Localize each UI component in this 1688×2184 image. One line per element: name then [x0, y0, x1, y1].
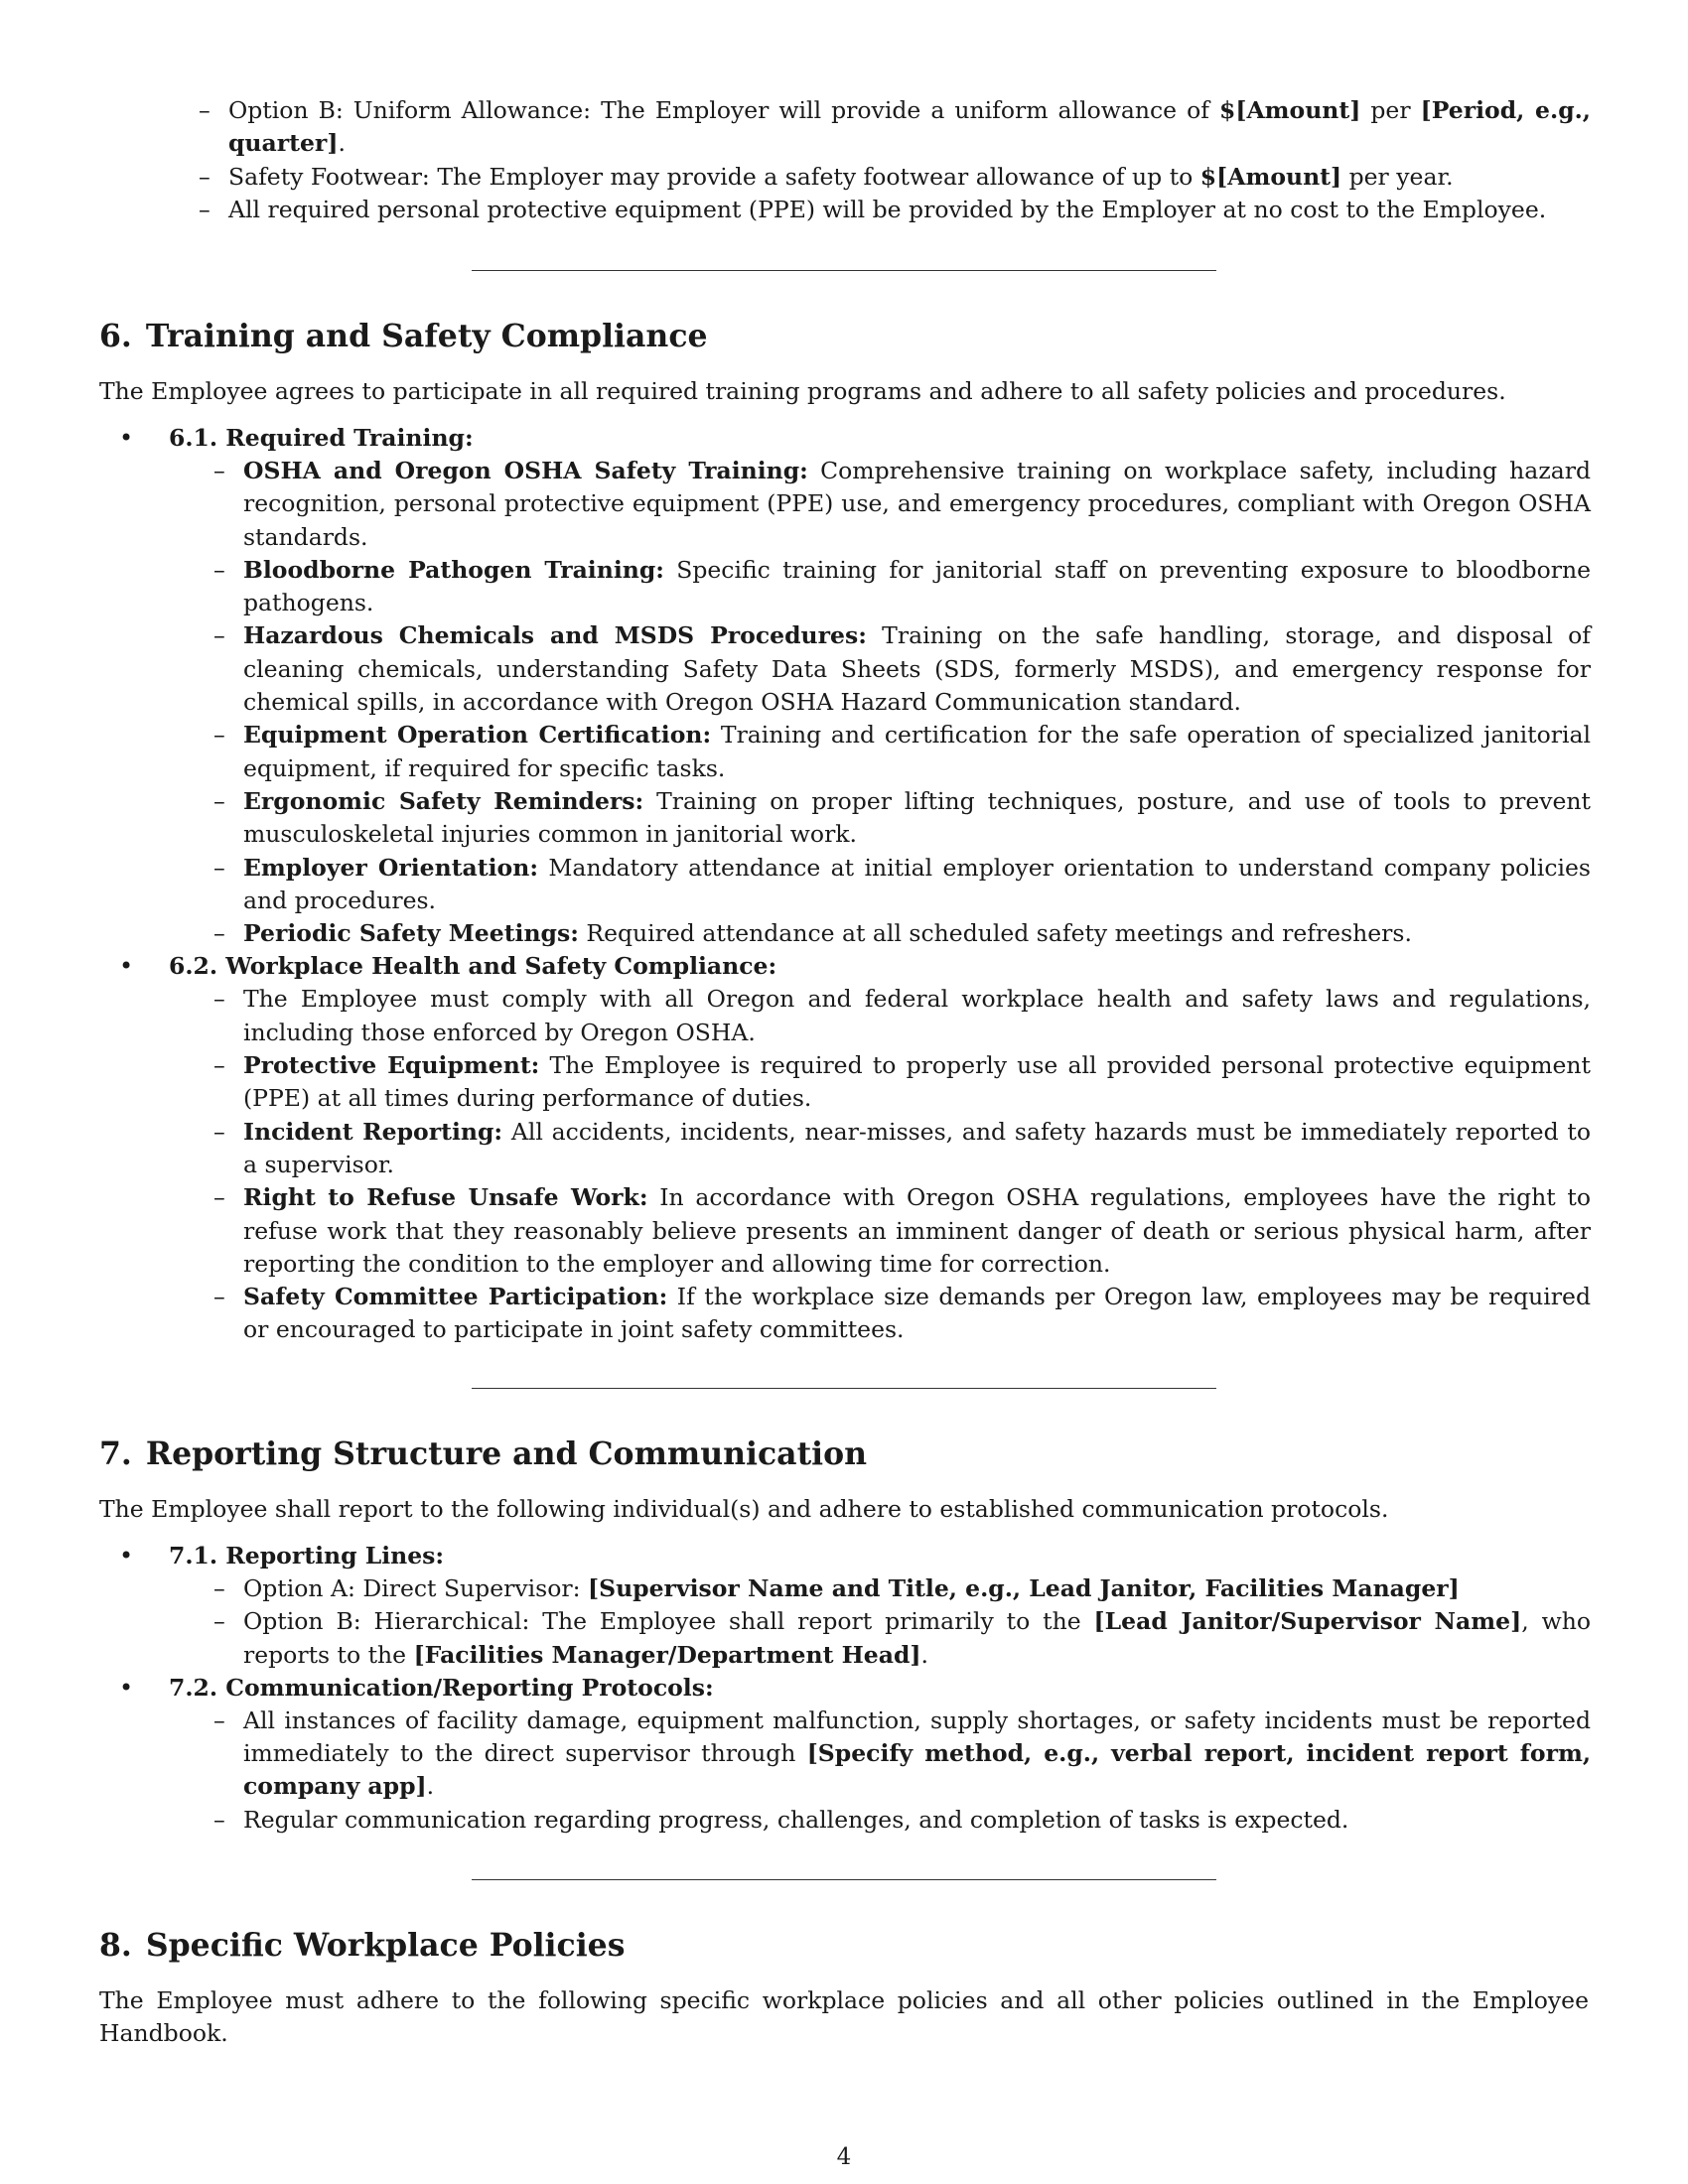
section-title-text: Reporting Structure and Communication — [145, 1435, 868, 1472]
item-label: Employer Orientation: — [243, 853, 538, 882]
item-label: Right to Refuse Unsafe Work: — [243, 1183, 648, 1212]
item-text: . — [426, 1772, 435, 1801]
list-item — [114, 554, 1688, 620]
list-item — [114, 1705, 1688, 1804]
section-6-intro: The Employee agrees to participate in all required training programs and adhere to all safety policies and procedures. — [99, 377, 1506, 405]
list-item — [114, 917, 1688, 950]
section-title-text: Specific Workplace Policies — [145, 1927, 626, 1964]
list-item — [114, 983, 1688, 1049]
list-item — [99, 161, 1688, 194]
section-number: 6. — [99, 318, 132, 354]
list-item — [114, 455, 1688, 554]
item-text: Option B: Uniform Allowance: The Employer will provide a uniform allowance of — [228, 96, 1219, 124]
section-8-title — [99, 1927, 625, 1964]
list-item — [114, 619, 1688, 719]
section-divider — [472, 270, 1216, 271]
subsection-6-1 — [99, 422, 1688, 950]
section-8-intro: The Employee must adhere to the following specific workplace policies and all other policies outlined in the Employee Handbook. — [99, 1986, 1589, 2048]
subsection-7-2 — [99, 1672, 1688, 1837]
section-number: 7. — [99, 1435, 132, 1472]
period-placeholder: [Period, e.g., quarter] — [228, 96, 1591, 158]
item-text: Comprehensive training on workplace safety, including hazard recognition, personal protective equipment (PPE) use, and emergency procedures, compliant with Oregon OSHA standards. — [243, 457, 1591, 551]
item-text: All required personal protective equipment (PPE) will be provided by the Employer at no cost to the Employee. — [228, 195, 1547, 223]
item-text: If the workplace size demands per Oregon law, employees may be required or encouraged to participate in joint safety committees. — [243, 1283, 1591, 1344]
item-text: Specific training for janitorial staff on preventing exposure to bloodborne pathogens. — [243, 555, 1592, 617]
item-text: Training and certification for the safe operation of specialized janitorial equipment, if required for specific tasks. — [243, 721, 1591, 782]
list-item — [114, 1116, 1688, 1182]
item-label: Ergonomic Safety Reminders: — [243, 786, 644, 815]
item-text: per — [1360, 96, 1421, 124]
list-item — [114, 1181, 1688, 1281]
section-6-title — [99, 318, 708, 354]
section-7-intro: The Employee shall report to the following individual(s) and adhere to established communication protocols. — [99, 1495, 1389, 1523]
item-text: per year. — [1341, 162, 1454, 191]
subsection-7-1 — [99, 1540, 1688, 1672]
item-text: Option A: Direct Supervisor: — [243, 1574, 588, 1602]
section-6-list — [99, 422, 1688, 1347]
list-item — [114, 1049, 1688, 1116]
item-text: Regular communication regarding progress, challenges, and completion of tasks is expected. — [243, 1805, 1349, 1834]
item-text: . — [920, 1640, 929, 1669]
subsection-6-2 — [99, 950, 1688, 1346]
item-text: , who reports to the — [243, 1607, 1591, 1669]
item-label: Hazardous Chemicals and MSDS Procedures: — [243, 621, 867, 650]
subsection-heading: • 7.1. Reporting Lines: — [169, 1542, 445, 1570]
section-7-list — [99, 1540, 1688, 1837]
list-item — [114, 1605, 1688, 1672]
item-text: All accidents, incidents, near-misses, and safety hazards must be immediately reported to a supervisor. — [243, 1117, 1592, 1178]
list-item — [114, 852, 1688, 918]
subsection-heading: • 6.1. Required Training: — [169, 424, 474, 452]
list-item — [114, 719, 1688, 785]
item-text: . — [338, 129, 346, 158]
method-placeholder: [Specify method, e.g., verbal report, incident report form, company app] — [243, 1739, 1591, 1801]
list-item — [114, 785, 1688, 852]
section-divider — [472, 1388, 1216, 1389]
item-text: In accordance with Oregon OSHA regulations, employees have the right to refuse work that they reasonably believe presents an imminent danger of death or serious physical harm, after reporting the condition to the employer and allowing time for correction. — [243, 1183, 1591, 1278]
item-label: Periodic Safety Meetings: — [243, 919, 579, 948]
subsection-heading: • 6.2. Workplace Health and Safety Compliance: — [169, 952, 777, 981]
item-text: Mandatory attendance at initial employer orientation to understand company policies and procedures. — [243, 853, 1591, 914]
section-number: 8. — [99, 1927, 132, 1964]
item-text: Option B: Hierarchical: The Employee shall report primarily to the — [243, 1607, 1094, 1636]
item-text: Safety Footwear: The Employer may provide a safety footwear allowance of up to — [228, 162, 1200, 191]
item-label: Incident Reporting: — [243, 1117, 503, 1146]
item-text: Training on proper lifting techniques, posture, and use of tools to prevent musculoskeletal injuries common in janitorial work. — [243, 786, 1591, 849]
amount-placeholder: $[Amount] — [1218, 96, 1361, 124]
list-item — [99, 194, 1688, 226]
manager-placeholder: [Facilities Manager/Department Head] — [413, 1640, 921, 1669]
section-7-title — [99, 1435, 867, 1472]
page-number: 4 — [836, 2144, 852, 2170]
list-item — [114, 1804, 1688, 1837]
item-text: All instances of facility damage, equipment malfunction, supply shortages, or safety incidents must be reported immediately to the direct supervisor through — [243, 1706, 1591, 1768]
supervisor-placeholder: [Supervisor Name and Title, e.g., Lead Janitor, Facilities Manager] — [588, 1574, 1460, 1602]
item-label: Protective Equipment: — [243, 1051, 540, 1080]
item-text: Training on the safe handling, storage, and disposal of cleaning chemicals, understanding Safety Data Sheets (SDS, formerly MSDS), and emergency response for chemical spills, in accordance with Oregon OSHA Hazard Communication standard. — [243, 621, 1591, 717]
list-item — [114, 1572, 1688, 1605]
section-title-text: Training and Safety Compliance — [145, 318, 708, 354]
section-divider — [472, 1879, 1216, 1880]
item-text: The Employee is required to properly use all provided personal protective equipment (PPE) at all times during performance of duties. — [243, 1051, 1591, 1113]
item-label: Bloodborne Pathogen Training: — [243, 555, 664, 584]
item-text: Required attendance at all scheduled safety meetings and refreshers. — [578, 919, 1412, 948]
uniform-list — [99, 94, 1688, 226]
item-text: The Employee must comply with all Oregon and federal workplace health and safety laws and regulations, including those enforced by Oregon OSHA. — [243, 985, 1591, 1046]
lead-placeholder: [Lead Janitor/Supervisor Name] — [1093, 1607, 1522, 1636]
item-label: OSHA and Oregon OSHA Safety Training: — [243, 457, 808, 484]
list-item — [99, 94, 1688, 161]
item-label: Safety Committee Participation: — [243, 1283, 668, 1311]
list-item — [114, 1281, 1688, 1347]
item-label: Equipment Operation Certification: — [243, 721, 712, 750]
subsection-heading: • 7.2. Communication/Reporting Protocols: — [169, 1673, 714, 1702]
amount-placeholder: $[Amount] — [1199, 162, 1342, 191]
